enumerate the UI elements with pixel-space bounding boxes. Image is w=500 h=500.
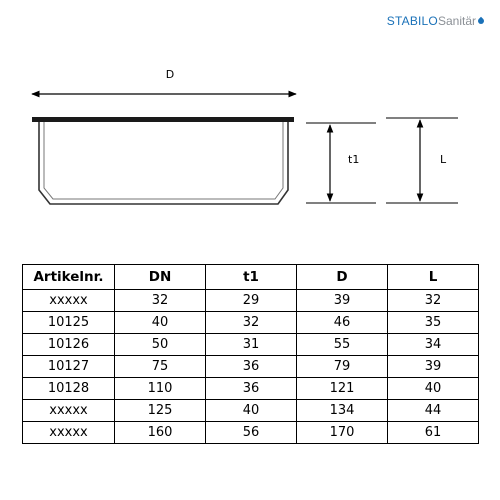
dimension-label-d: D bbox=[165, 68, 175, 81]
cell-dn: 40 bbox=[115, 312, 206, 334]
cell-d: 170 bbox=[297, 422, 388, 444]
cell-d: 55 bbox=[297, 334, 388, 356]
cell-t1: 31 bbox=[206, 334, 297, 356]
cell-d: 134 bbox=[297, 400, 388, 422]
cell-t1: 32 bbox=[206, 312, 297, 334]
header-article-number: Artikelnr. bbox=[23, 265, 115, 290]
cell-d: 39 bbox=[297, 290, 388, 312]
cell-article-number: 10126 bbox=[23, 334, 115, 356]
cell-article-number: 10127 bbox=[23, 356, 115, 378]
cell-dn: 75 bbox=[115, 356, 206, 378]
logo-brand-suffix: Sanitär bbox=[437, 14, 476, 28]
cell-dn: 125 bbox=[115, 400, 206, 422]
cell-l: 35 bbox=[388, 312, 479, 334]
cell-l: 39 bbox=[388, 356, 479, 378]
product-body-outline bbox=[39, 122, 288, 204]
table-row bbox=[23, 356, 479, 378]
header-l: L bbox=[388, 265, 479, 290]
table-row bbox=[23, 422, 479, 444]
cell-article-number: 10128 bbox=[23, 378, 115, 400]
cell-l: 40 bbox=[388, 378, 479, 400]
header-t1: t1 bbox=[206, 265, 297, 290]
product-body-inner-line bbox=[44, 122, 283, 199]
dimension-table bbox=[22, 264, 479, 444]
cell-l: 61 bbox=[388, 422, 479, 444]
table-row bbox=[23, 312, 479, 334]
header-dn: DN bbox=[115, 265, 206, 290]
cell-t1: 40 bbox=[206, 400, 297, 422]
dimension-label-t1: t1 bbox=[348, 153, 360, 166]
cell-d: 46 bbox=[297, 312, 388, 334]
cell-article-number: xxxxx bbox=[23, 290, 115, 312]
cell-t1: 36 bbox=[206, 356, 297, 378]
cell-dn: 160 bbox=[115, 422, 206, 444]
cell-l: 34 bbox=[388, 334, 479, 356]
cell-dn: 110 bbox=[115, 378, 206, 400]
cell-dn: 32 bbox=[115, 290, 206, 312]
table-row bbox=[23, 378, 479, 400]
cell-t1: 36 bbox=[206, 378, 297, 400]
table-row bbox=[23, 290, 479, 312]
cell-l: 44 bbox=[388, 400, 479, 422]
table-row bbox=[23, 334, 479, 356]
cell-t1: 56 bbox=[206, 422, 297, 444]
table-header-row bbox=[23, 265, 479, 290]
product-flange bbox=[32, 117, 294, 122]
dimension-label-l: L bbox=[440, 153, 447, 166]
header-d: D bbox=[297, 265, 388, 290]
cell-d: 121 bbox=[297, 378, 388, 400]
cell-d: 79 bbox=[297, 356, 388, 378]
cell-article-number: 10125 bbox=[23, 312, 115, 334]
cell-l: 32 bbox=[388, 290, 479, 312]
table-row bbox=[23, 400, 479, 422]
logo-brand-text: STABILO bbox=[386, 14, 438, 28]
cell-article-number: xxxxx bbox=[23, 400, 115, 422]
cell-t1: 29 bbox=[206, 290, 297, 312]
cell-article-number: xxxxx bbox=[23, 422, 115, 444]
cell-dn: 50 bbox=[115, 334, 206, 356]
